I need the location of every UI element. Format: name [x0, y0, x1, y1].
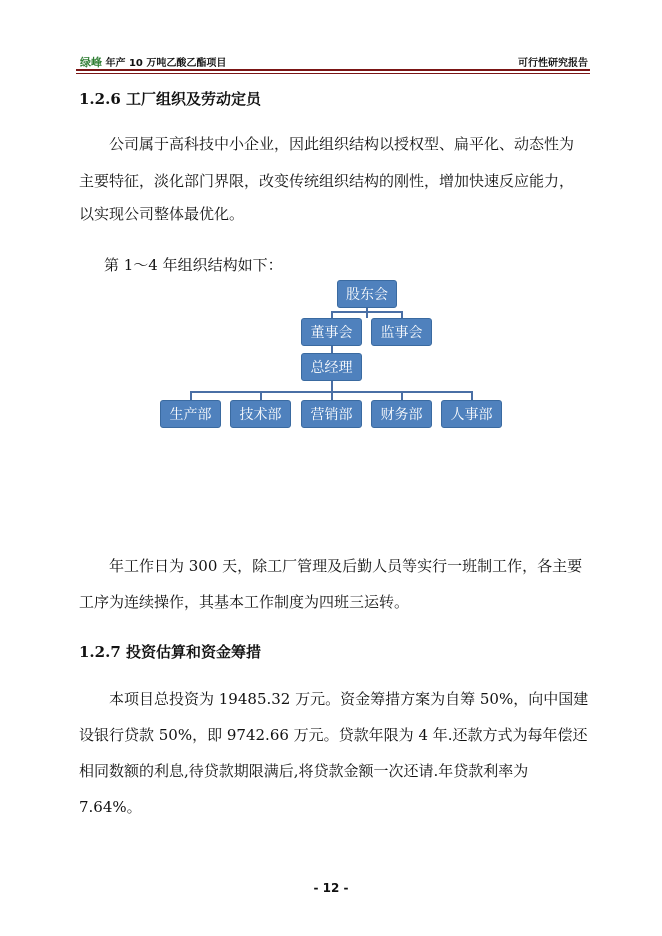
connector	[260, 391, 262, 400]
text-line: 工序为连续操作，其基本工作制度为四班三运转。	[79, 593, 410, 611]
text-line: 本项目总投资为 19485.32 万元。资金筹措方案为自筹 50%，向中国建	[109, 690, 589, 708]
section-heading-1-2-6: 1.2.6 工厂组织及劳动定员	[79, 90, 261, 108]
text-line: 7.64%。	[79, 798, 142, 816]
org-node-general-manager: 总经理	[301, 353, 362, 381]
text-line: 设银行贷款 50%，即 9742.66 万元。贷款年限为 4 年.还款方式为每年偿还	[79, 726, 588, 744]
connector	[331, 311, 402, 313]
org-chart-caption: 第 1～4 年组织结构如下：	[104, 256, 283, 274]
text-line: 相同数额的利息,待贷款期限满后,将贷款金额一次还请.年贷款利率为	[79, 762, 529, 780]
header-project	[80, 54, 226, 70]
org-node-board: 董事会	[301, 318, 362, 346]
text-line: 公司属于高科技中小企业，因此组织结构以授权型、扁平化、动态性为	[109, 135, 575, 153]
org-node-finance: 财务部	[371, 400, 432, 428]
org-node-marketing: 营销部	[301, 400, 362, 428]
text-line: 以实现公司整体最优化。	[79, 205, 245, 223]
org-node-production: 生产部	[160, 400, 221, 428]
page-header	[76, 54, 590, 68]
page-number: - 12 -	[313, 881, 349, 895]
header-rule-thin	[76, 73, 590, 74]
connector	[331, 346, 333, 353]
connector	[331, 381, 333, 391]
company-logo: 绿峰	[80, 56, 102, 69]
text-line: 主要特征，淡化部门界限，改变传统组织结构的刚性，增加快速反应能力，	[79, 172, 575, 190]
org-node-technical: 技术部	[230, 400, 291, 428]
header-rule-thick	[76, 69, 590, 71]
connector	[331, 311, 333, 318]
connector	[190, 391, 192, 400]
org-node-supervisors: 监事会	[371, 318, 432, 346]
text-line: 年工作日为 300 天，除工厂管理及后勤人员等实行一班制工作，各主要	[109, 557, 583, 575]
org-node-shareholders: 股东会	[337, 280, 397, 308]
connector	[401, 311, 403, 318]
project-title: 年产 10 万吨乙酸乙酯项目	[105, 58, 227, 69]
connector	[471, 391, 473, 400]
report-type: 可行性研究报告	[518, 58, 588, 69]
section-heading-1-2-7: 1.2.7 投资估算和资金筹措	[79, 643, 261, 661]
connector	[401, 391, 403, 400]
org-node-hr: 人事部	[441, 400, 502, 428]
connector	[331, 391, 333, 400]
